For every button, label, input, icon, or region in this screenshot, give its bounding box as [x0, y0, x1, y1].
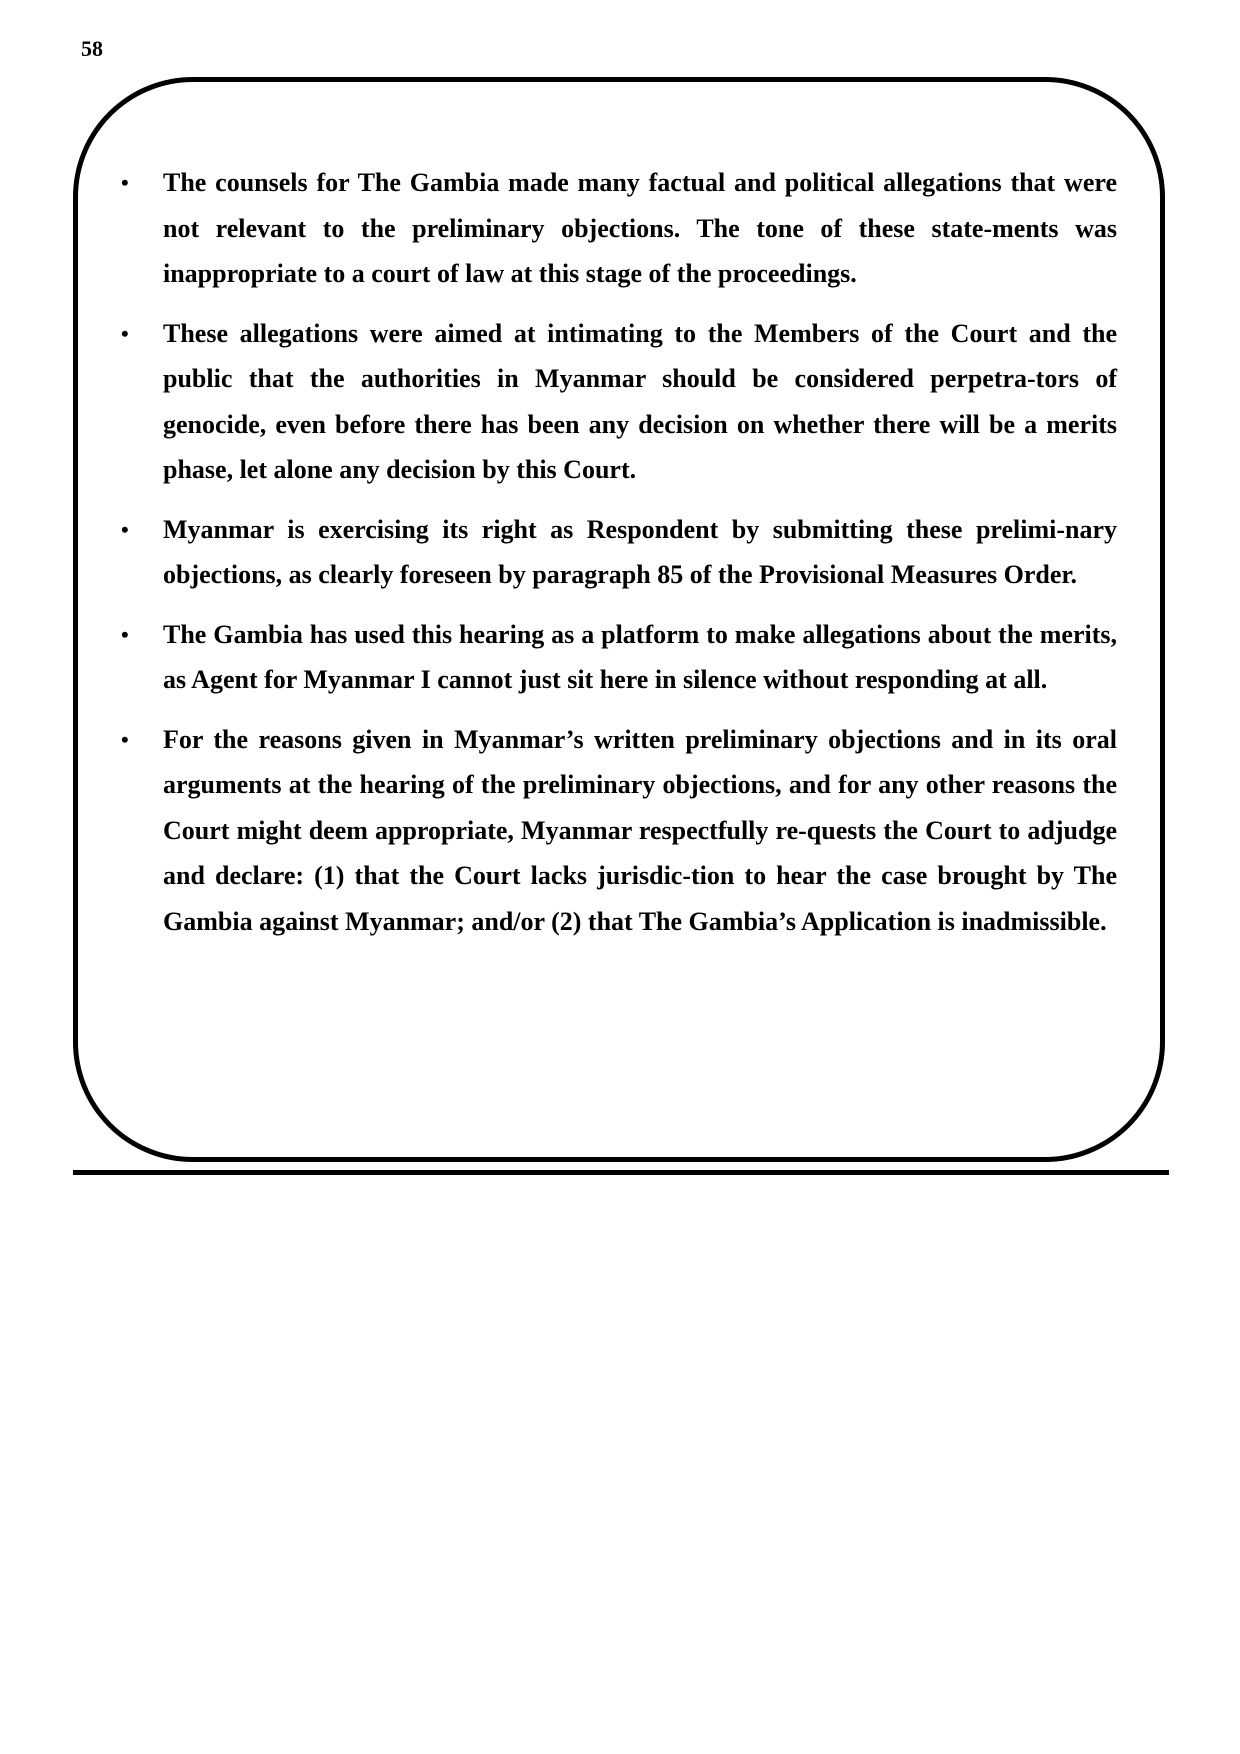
bullet-icon: •	[121, 516, 129, 542]
bullet-icon: •	[121, 726, 129, 752]
horizontal-rule	[73, 1170, 1169, 1175]
list-item-text: For the reasons given in Myanmar’s written preliminary objections and in its oral arguments at the hearing of the preliminary objections, and for any other reasons the Court might deem appropriate, Myanmar respectfully re-quests the Court to adjudge and declare: (1) that the Court lacks jurisdic-tion to hear the case brought by The Gambia against Myanmar; and/or (2) that The Gambia’s Application is inadmissible.	[163, 724, 1117, 936]
page-number: 58	[81, 36, 103, 61]
bullet-icon: •	[121, 621, 129, 647]
list-item-text: The counsels for The Gambia made many factual and political allegations that were not relevant to the preliminary objections. The tone of these state-ments was inappropriate to a court of law at this stage of the proceedings.	[163, 168, 1117, 288]
list-item	[121, 717, 1117, 945]
list-item-text: The Gambia has used this hearing as a platform to make allegations about the merits, as Agent for Myanmar I cannot just sit here in silence without responding at all.	[163, 619, 1117, 694]
bullet-icon: •	[121, 320, 129, 346]
list-item	[121, 160, 1117, 297]
summary-list	[121, 160, 1117, 958]
list-item	[121, 612, 1117, 703]
list-item	[121, 507, 1117, 598]
bullet-icon: •	[121, 170, 129, 195]
list-item-text: Myanmar is exercising its right as Respondent by submitting these prelimi-nary objections, as clearly foreseen by paragraph 85 of the Provisional Measures Order.	[163, 514, 1117, 589]
list-item-text: These allegations were aimed at intimating to the Members of the Court and the public that the authorities in Myanmar should be considered perpetra-tors of genocide, even before there has been any decision on whether there will be a merits phase, let alone any decision by this Court.	[163, 318, 1117, 484]
list-item	[121, 311, 1117, 493]
